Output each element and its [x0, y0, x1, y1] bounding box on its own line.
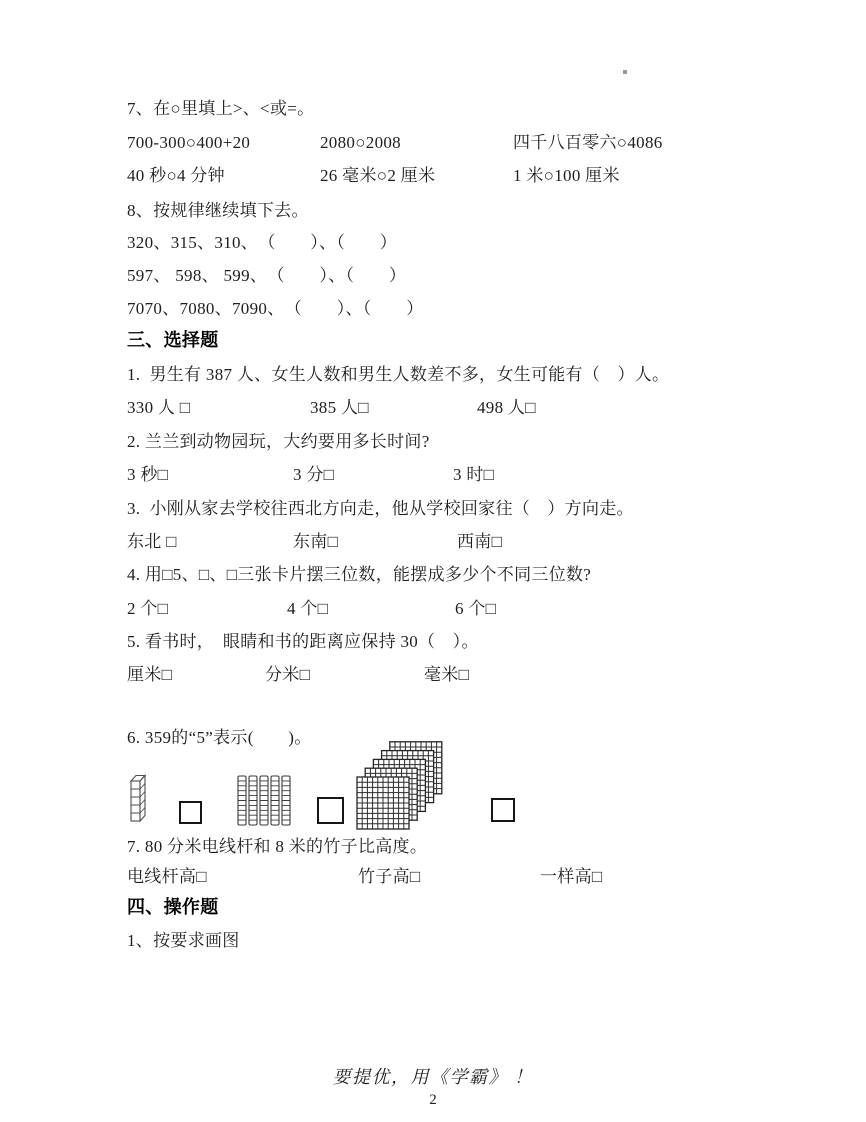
q6-answer-box-3	[491, 798, 515, 822]
operation-q1-text: 1、按要求画图	[127, 931, 240, 950]
choice-q4-option-2: 4 个□	[287, 599, 329, 618]
compare-item-2: 2080○2008	[320, 133, 401, 152]
pattern-line-3: 7070、7080、7090、 （ ）、（ ）	[127, 299, 424, 318]
compare-item-6: 1 米○100 厘米	[513, 166, 620, 185]
q6-answer-box-1	[179, 801, 202, 824]
choice-q1-text: 1. 男生有 387 人、女生人数和男生人数差不多，女生可能有（ ）人。	[127, 365, 670, 384]
compare-item-5: 26 毫米○2 厘米	[320, 166, 436, 185]
q6-answer-box-2	[317, 797, 344, 824]
choice-q6-text: 6. 359的“5”表示( )。	[127, 728, 312, 747]
choice-q3-text: 3. 小刚从家去学校往西北方向走，他从学校回家往（ ）方向走。	[127, 499, 634, 518]
stray-dot-mark	[623, 70, 627, 74]
choice-q2-option-2: 3 分□	[293, 465, 335, 484]
pattern-title: 8、按规律继续填下去。	[127, 201, 309, 220]
choice-q2-text: 2. 兰兰到动物园玩，大约要用多长时间?	[127, 432, 430, 451]
choice-q2-option-1: 3 秒□	[127, 465, 169, 484]
choice-q1-option-1: 330 人 □	[127, 398, 191, 417]
choice-q3-option-3: 西南□	[457, 532, 503, 551]
choice-q5-option-2: 分米□	[265, 665, 311, 684]
choice-q4-option-1: 2 个□	[127, 599, 169, 618]
base-ten-hundreds-flats-icon	[355, 737, 447, 838]
operation-section-title: 四、操作题	[127, 897, 219, 917]
choice-q7-text: 7. 80 分米电线杆和 8 米的竹子比高度。	[127, 837, 428, 856]
page-number: 2	[429, 1092, 437, 1108]
compare-item-1: 700-300○400+20	[127, 133, 251, 152]
choice-q2-option-3: 3 时□	[453, 465, 495, 484]
choice-q1-option-3: 498 人□	[477, 398, 536, 417]
compare-item-3: 四千八百零六○4086	[513, 133, 663, 152]
base-ten-ones-rod-icon	[128, 772, 148, 829]
pattern-line-1: 320、315、310、 （ ）、（ ）	[127, 233, 398, 252]
choice-q4-text: 4. 用□5、□、□三张卡片摆三位数，能摆成多少个不同三位数?	[127, 565, 592, 584]
choice-q5-option-3: 毫米□	[424, 665, 470, 684]
footer-slogan: 要提优，用《学霸》 ！	[332, 1067, 534, 1087]
base-ten-tens-rods-icon	[237, 774, 291, 833]
compare-item-4: 40 秒○4 分钟	[127, 166, 225, 185]
choice-q7-option-2: 竹子高□	[358, 867, 421, 886]
choice-q1-option-2: 385 人□	[310, 398, 369, 417]
choice-section-title: 三、选择题	[127, 330, 219, 350]
choice-q5-text: 5. 看书时， 眼睛和书的距离应保持 30（ ）。	[127, 632, 479, 651]
pattern-line-2: 597、 598、 599、 （ ）、（ ）	[127, 266, 407, 285]
choice-q5-option-1: 厘米□	[127, 665, 173, 684]
choice-q4-option-3: 6 个□	[455, 599, 497, 618]
fill-compare-title: 7、在○里填上>、<或=。	[127, 99, 315, 118]
choice-q3-option-2: 东南□	[293, 532, 339, 551]
choice-q3-option-1: 东北 □	[127, 532, 177, 551]
choice-q7-option-3: 一样高□	[540, 867, 603, 886]
choice-q7-option-1: 电线杆高□	[127, 867, 207, 886]
